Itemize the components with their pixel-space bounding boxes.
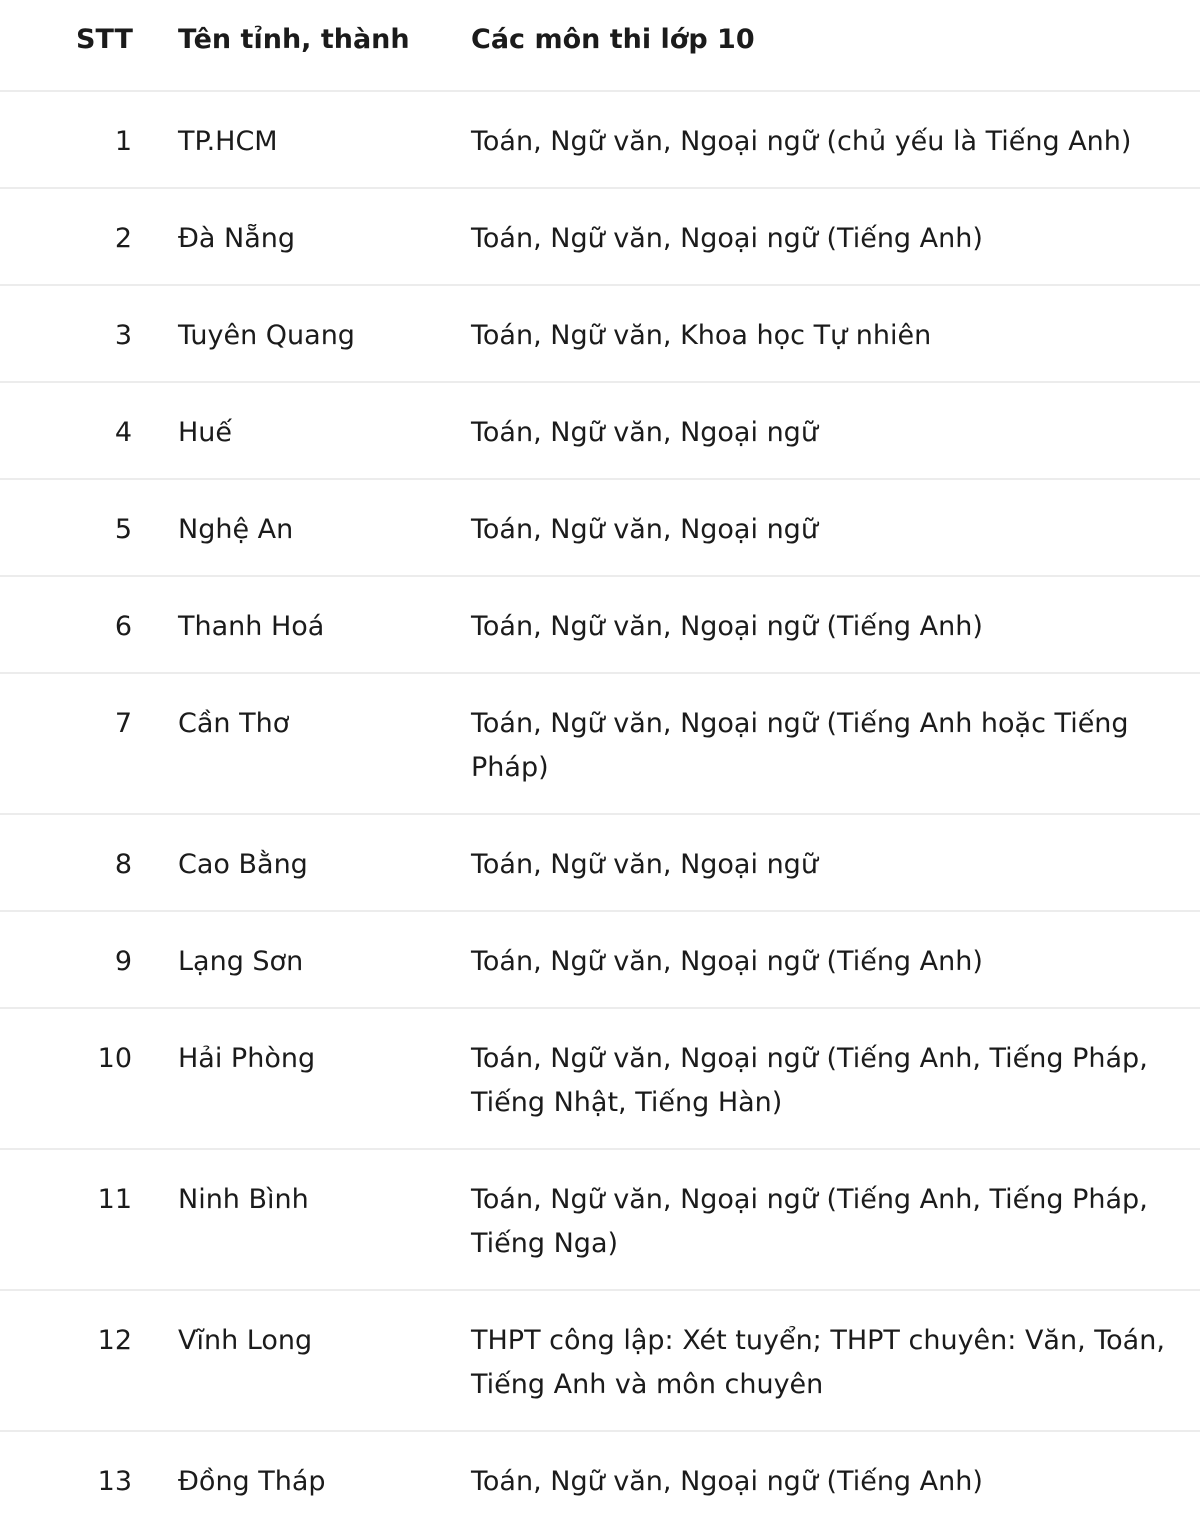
row-stt: 10 — [97, 1043, 132, 1074]
row-province: Cao Bằng — [178, 849, 308, 880]
row-subjects: Toán, Ngữ văn, Ngoại ngữ (Tiếng Anh hoặc Tiếng Pháp) — [471, 708, 1129, 783]
row-province: Hải Phòng — [178, 1043, 316, 1074]
header-stt: STT — [76, 24, 133, 55]
row-stt: 4 — [114, 417, 132, 448]
row-province: Ninh Bình — [178, 1184, 309, 1215]
table-row — [0, 912, 1200, 1009]
table-row — [0, 1150, 1200, 1291]
row-province: Đà Nẵng — [178, 223, 296, 254]
table-row — [0, 286, 1200, 383]
row-subjects: Toán, Ngữ văn, Ngoại ngữ (Tiếng Anh) — [471, 223, 983, 254]
table-row — [0, 480, 1200, 577]
row-province: Đồng Tháp — [178, 1466, 326, 1497]
row-stt: 11 — [97, 1184, 132, 1215]
row-province: Huế — [178, 417, 233, 448]
header-subjects: Các môn thi lớp 10 — [471, 24, 755, 55]
row-subjects: Toán, Ngữ văn, Ngoại ngữ (Tiếng Anh) — [471, 946, 983, 977]
row-subjects: Toán, Ngữ văn, Ngoại ngữ — [471, 849, 818, 880]
row-stt: 5 — [114, 514, 132, 545]
row-subjects: Toán, Ngữ văn, Ngoại ngữ — [471, 514, 818, 545]
table-row — [0, 1291, 1200, 1432]
row-subjects: Toán, Ngữ văn, Ngoại ngữ (Tiếng Anh) — [471, 1466, 983, 1497]
row-province: Nghệ An — [178, 514, 294, 545]
row-stt: 3 — [114, 320, 132, 351]
table-row — [0, 815, 1200, 912]
row-province: Vĩnh Long — [178, 1325, 313, 1356]
table-row — [0, 1432, 1200, 1529]
row-stt: 6 — [114, 611, 132, 642]
table-row — [0, 1009, 1200, 1150]
row-province: Cần Thơ — [178, 708, 290, 739]
row-stt: 2 — [114, 223, 132, 254]
row-stt: 13 — [97, 1466, 132, 1497]
row-subjects: Toán, Ngữ văn, Ngoại ngữ — [471, 417, 818, 448]
header-province: Tên tỉnh, thành — [178, 24, 410, 55]
row-subjects: Toán, Ngữ văn, Khoa học Tự nhiên — [471, 320, 932, 351]
row-stt: 7 — [114, 708, 132, 739]
table-header — [0, 0, 1200, 92]
row-subjects: Toán, Ngữ văn, Ngoại ngữ (Tiếng Anh, Tiếng Pháp, Tiếng Nga) — [471, 1184, 1148, 1259]
table-row — [0, 577, 1200, 674]
table-row — [0, 92, 1200, 189]
row-subjects: Toán, Ngữ văn, Ngoại ngữ (Tiếng Anh) — [471, 611, 983, 642]
row-province: Thanh Hoá — [178, 611, 325, 642]
row-subjects: Toán, Ngữ văn, Ngoại ngữ (chủ yếu là Tiếng Anh) — [471, 126, 1132, 157]
table-row — [0, 674, 1200, 815]
row-stt: 12 — [97, 1325, 132, 1356]
row-stt: 8 — [114, 849, 132, 880]
row-subjects: THPT công lập: Xét tuyển; THPT chuyên: Văn, Toán, Tiếng Anh và môn chuyên — [471, 1325, 1165, 1400]
row-province: TP.HCM — [178, 126, 278, 157]
table-row — [0, 383, 1200, 480]
row-province: Tuyên Quang — [178, 320, 355, 351]
row-stt: 1 — [114, 126, 132, 157]
table-row — [0, 189, 1200, 286]
row-subjects: Toán, Ngữ văn, Ngoại ngữ (Tiếng Anh, Tiếng Pháp, Tiếng Nhật, Tiếng Hàn) — [471, 1043, 1148, 1118]
row-stt: 9 — [114, 946, 132, 977]
row-province: Lạng Sơn — [178, 946, 304, 977]
